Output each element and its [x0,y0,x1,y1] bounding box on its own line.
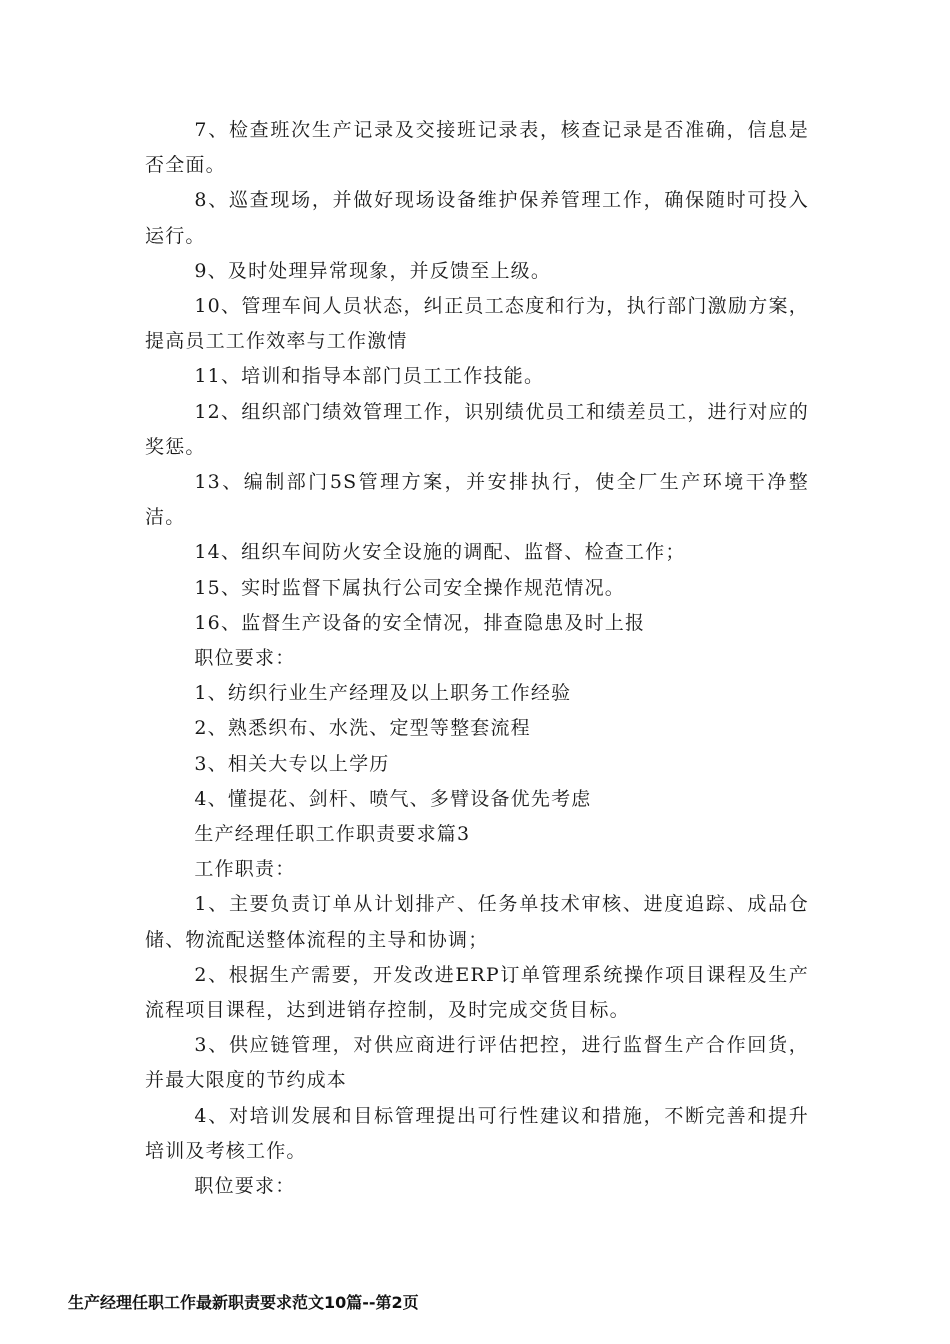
section-heading: 职位要求： [194,1175,296,1198]
paragraph: 15、实时监督下属执行公司安全操作规范情况。 [194,576,625,599]
paragraph: 1、主要负责订单从计划排产、任务单技术审核、进度追踪、成品仓储、物流配送整体流程的主导和协调； [145,893,809,951]
paragraph: 8、巡查现场，并做好现场设备维护保养管理工作，确保随时可投入运行。 [145,189,809,247]
paragraph: 14、组织车间防火安全设施的调配、监督、检查工作； [194,541,686,564]
document-body [145,113,809,1204]
paragraph: 2、根据生产需要，开发改进ERP订单管理系统操作项目课程及生产流程项目课程，达到进销存控制，及时完成交货目标。 [145,963,809,1022]
paragraph: 4、对培训发展和目标管理提出可行性建议和措施，不断完善和提升培训及考核工作。 [145,1104,809,1162]
paragraph: 16、监督生产设备的安全情况，排查隐患及时上报 [194,611,646,634]
paragraph: 1、纺织行业生产经理及以上职务工作经验 [194,682,572,705]
paragraph: 7、检查班次生产记录及交接班记录表，核查记录是否准确，信息是否全面。 [145,119,809,177]
page-footer: 生产经理任职工作最新职责要求范文10篇--第2页 [68,1293,419,1312]
section-heading: 职位要求： [194,647,296,670]
paragraph: 3、相关大专以上学历 [194,752,390,775]
section-heading: 工作职责： [194,858,296,881]
paragraph: 13、编制部门5S管理方案，并安排执行，使全厂生产环境干净整洁。 [145,471,809,529]
paragraph: 2、熟悉织布、水洗、定型等整套流程 [194,717,531,740]
paragraph: 3、供应链管理，对供应商进行评估把控，进行监督生产合作回货，并最大限度的节约成本 [145,1034,809,1092]
section-title: 生产经理任职工作职责要求篇3 [194,823,471,846]
paragraph: 10、管理车间人员状态，纠正员工态度和行为，执行部门激励方案，提高员工工作效率与工作激情 [145,295,809,353]
paragraph: 12、组织部门绩效管理工作，识别绩优员工和绩差员工，进行对应的奖惩。 [145,400,809,458]
paragraph: 4、懂提花、剑杆、喷气、多臂设备优先考虑 [194,787,592,810]
paragraph: 9、及时处理异常现象，并反馈至上级。 [194,259,552,282]
paragraph: 11、培训和指导本部门员工工作技能。 [194,365,545,388]
